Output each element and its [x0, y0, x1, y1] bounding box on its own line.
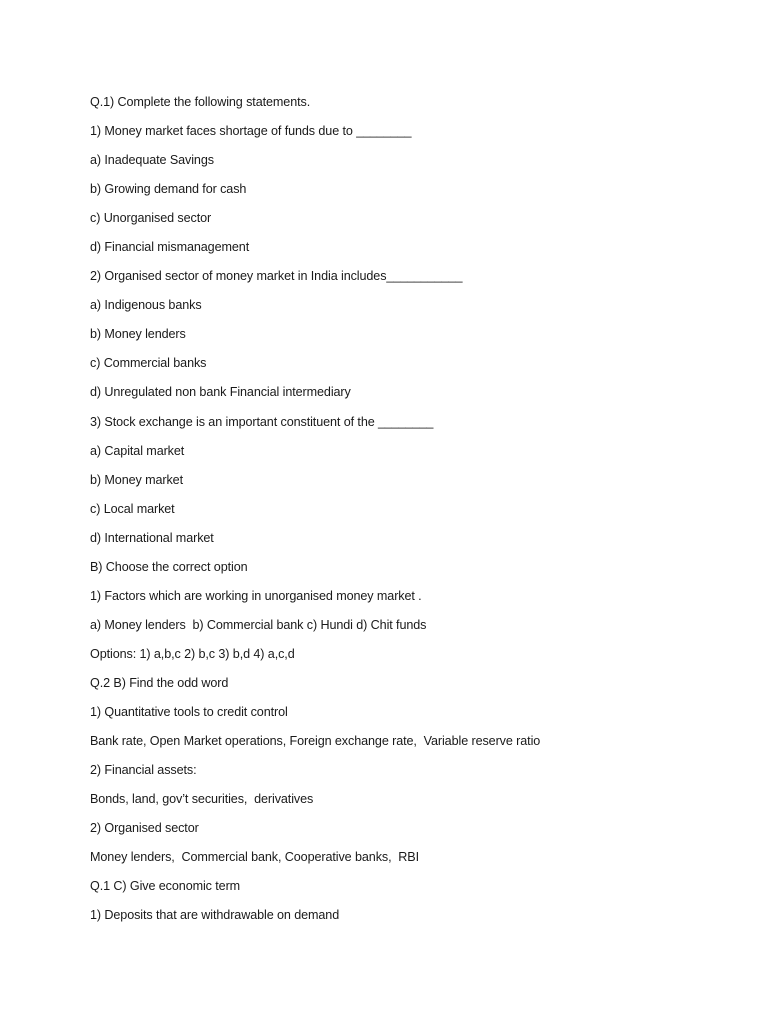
question-text: 2) Financial assets: [90, 763, 197, 778]
answer-option: d) International market [90, 530, 214, 545]
question-text: 1) Quantitative tools to credit control [90, 704, 288, 719]
section-heading: Q.1 C) Give economic term [90, 879, 241, 894]
answer-option: b) Money lenders [90, 327, 186, 342]
question-text: 2) Organised sector of money market in India includes___________ [90, 269, 463, 284]
question-text: 3) Stock exchange is an important constituent of the ________ [90, 414, 434, 429]
answer-option: Options: 1) a,b,c 2) b,c 3) b,d 4) a,c,d [90, 646, 295, 661]
answer-option: d) Financial mismanagement [90, 240, 250, 255]
answer-option: c) Local market [90, 501, 175, 516]
answer-option: Money lenders, Commercial bank, Cooperative banks, RBI [90, 850, 419, 865]
section-heading: Q.2 B) Find the odd word [90, 675, 229, 690]
question-text: 1) Factors which are working in unorganised money market . [90, 588, 422, 603]
question-text: 1) Deposits that are withdrawable on demand [90, 908, 340, 923]
section-heading: B) Choose the correct option [90, 559, 248, 574]
answer-option: a) Inadequate Savings [90, 153, 214, 168]
answer-option: c) Commercial banks [90, 356, 207, 371]
question-list [90, 93, 750, 935]
answer-option: b) Growing demand for cash [90, 182, 247, 197]
question-text: 1) Money market faces shortage of funds due to ________ [90, 124, 412, 139]
answer-option: c) Unorganised sector [90, 211, 212, 226]
section-heading: Q.1) Complete the following statements. [90, 95, 311, 109]
answer-option: a) Money lenders b) Commercial bank c) Hundi d) Chit funds [90, 617, 427, 632]
answer-option: Bonds, land, gov’t securities, derivatives [90, 792, 314, 807]
answer-option: b) Money market [90, 472, 183, 487]
answer-option: a) Capital market [90, 443, 185, 458]
question-text: 2) Organised sector [90, 821, 199, 836]
answer-option: Bank rate, Open Market operations, Foreign exchange rate, Variable reserve ratio [90, 734, 541, 749]
answer-option: a) Indigenous banks [90, 298, 202, 313]
answer-option: d) Unregulated non bank Financial intermediary [90, 385, 351, 400]
